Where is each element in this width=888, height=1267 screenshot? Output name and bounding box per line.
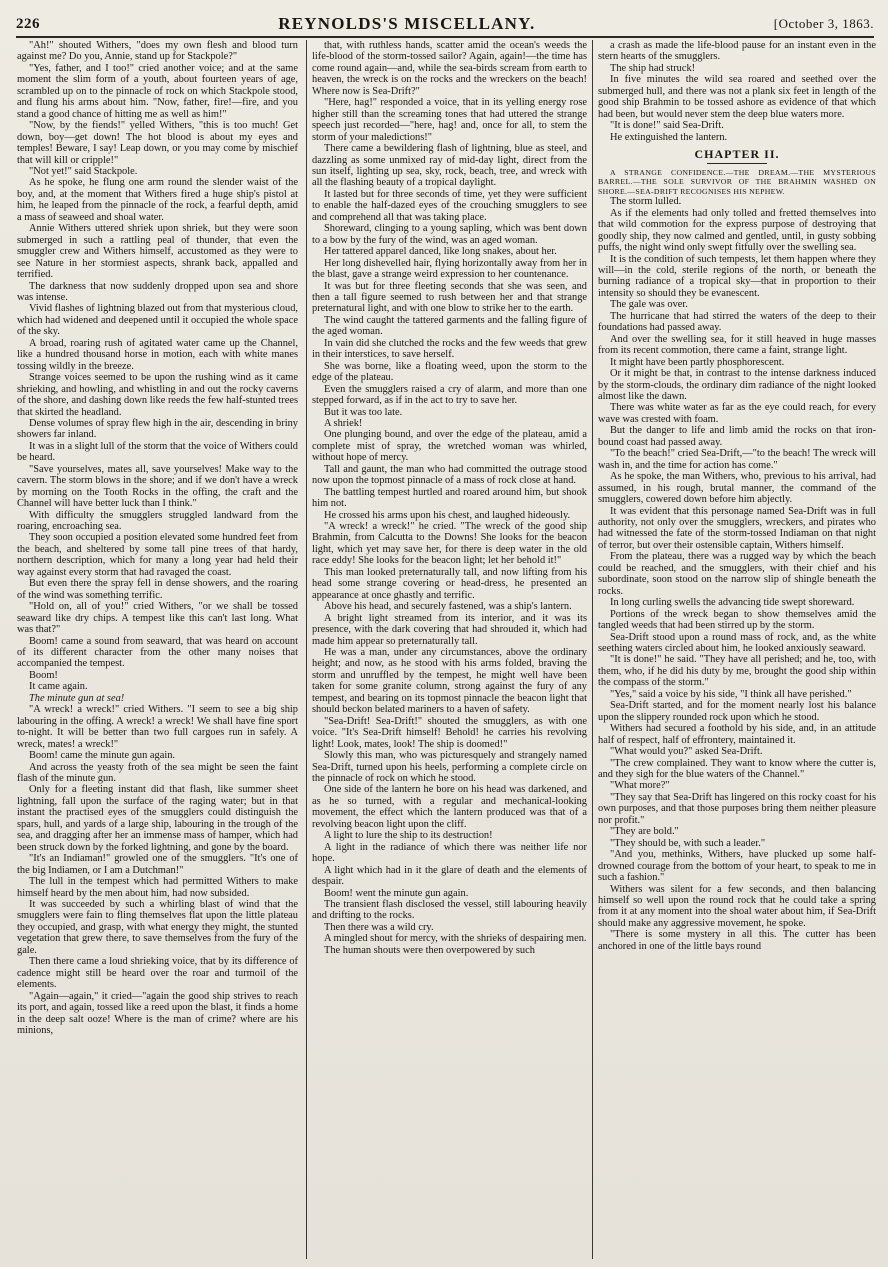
chapter-rule: [707, 163, 767, 164]
paragraph: They soon occupied a position elevated some hundred feet from the beach, and sheltered by some tall pine trees of that hardy, northern description, which for many a long year had held their way against every storm that had ravaged the coast.: [17, 532, 298, 578]
paragraph: Boom! went the minute gun again.: [324, 887, 469, 899]
paragraph: It was in a slight lull of the storm that the voice of Withers could be heard.: [17, 440, 298, 464]
page-number: 226: [16, 15, 40, 32]
paragraph: "Save yourselves, mates all, save yourselves! Make way to the cavern. The storm blows in the shore; and if we don't have a wreck by morning on the Tooth Rocks in the offing, the craft and the Channel will have better luck than I think.": [17, 463, 298, 510]
paragraph: Sea-Drift stood upon a round mass of rock, and, as the white seething waters circled about him, he looked anxiously seaward.: [598, 631, 876, 654]
paragraph: "It is done!" he said. "They have all perished; and he, too, with them, who, if he did his duty by me, brought the good ship within the compass of the storm.": [598, 654, 876, 689]
paragraph: There came a bewildering flash of lightning, blue as steel, and dazzling as some unmixed ray of mid-day light, direct from the sun itself, lighting up sea, sky, rock, beach, tree, and wreck with all the flashing beauty of a tropical daylight.: [312, 143, 587, 189]
paragraph: "What more?": [610, 780, 670, 792]
paragraph: "It's an Indiaman!" growled one of the smugglers. "It's one of the big Indiamen, or I am a Dutchman!": [17, 853, 298, 876]
paragraph: Shoreward, clinging to a young sapling, which was bent down to a bow by the fury of the wind, was an aged woman.: [312, 223, 587, 246]
paragraph: "They say that Sea-Drift has lingered on this rocky coast for his own purposes, and that those purposes bring them neither pleasure nor profit.": [598, 791, 876, 826]
paragraph: It was succeeded by such a whirling blast of wind that the smugglers were fain to fling themselves flat upon the little plateau they occupied, and grasp, with what energy they might, the stunted vegetation that grew there, to save themselves from the fury of the gale.: [17, 898, 298, 956]
paragraph: "A wreck! a wreck!" he cried. "The wreck of the good ship Brahmin, from Calcutta to the Downs! She looks for the beacon light, which yet may save her, for there is deep water in the old race eddy! She looks for the beacon light; let her behold it!": [312, 521, 587, 567]
paragraph: There was white water as far as the eye could reach, for every wave was crested with foam.: [598, 402, 876, 425]
paragraph: The wind caught the tattered garments and the falling figure of the aged woman.: [312, 314, 587, 338]
column-divider-2: [592, 40, 593, 1259]
page-header: [16, 14, 874, 34]
paragraph: The hurricane that had stirred the waters of the deep to their foundations had passed away.: [598, 310, 876, 334]
chapter-title: CHAPTER II.: [694, 147, 780, 162]
paragraph: Boom!: [29, 669, 58, 681]
paragraph: A light which had in it the glare of death and the elements of despair.: [312, 864, 587, 888]
paragraph: As he spoke, the man Withers, who, previous to his arrival, had assumed, in his rough, brutal manner, the command of the smugglers, cowered down before him abjectly.: [598, 471, 876, 506]
paragraph: Tall and gaunt, the man who had committed the outrage stood now upon the topmost pinnacle of a mass of rock close at hand.: [312, 463, 587, 487]
paragraph: With difficulty the smugglers struggled landward from the roaring, encroaching sea.: [17, 509, 298, 533]
paragraph: Only for a fleeting instant did that flash, like summer sheet lightning, fall upon the surface of the raging water; but in that instant the practised eyes of the smugglers could distinguish the spars, hull, and yards of a large ship, labouring in the trough of the sea, and dragging after her an immense mass of hamper, which had been struck down by the forked lightning, and gone by the board.: [17, 784, 298, 853]
paragraph: Then there was a wild cry.: [324, 921, 434, 933]
paragraph: Even the smugglers raised a cry of alarm, and more than one stepped forward, as if in the act to try to save her.: [312, 383, 587, 407]
paragraph: From the plateau, there was a rugged way by which the beach could be reached, and the smugglers, with their chief and his subordinate, soon stood on the narrow slip of shingle beneath the rocks.: [598, 551, 876, 597]
paragraph: "What would you?" asked Sea-Drift.: [610, 746, 763, 758]
paragraph: A bright light streamed from its interior, and it was its presence, with the dark covering that had shrouded it, which had made him appear so preternaturally tall.: [312, 612, 587, 647]
paragraph: "Yes, father, and I too!" cried another voice; and at the same moment the slim form of a youth, about fourteen years of age, scrambled up on to the pinnacle of rock on which Stackpole stood, and flung his arms about him. "Now, father, fire!—fire, and you stand a good chance of hitting me as well as him!": [17, 62, 298, 120]
paragraph: He crossed his arms upon his chest, and laughed hideously.: [324, 509, 571, 521]
paragraph: Boom! came the minute gun again.: [29, 750, 176, 762]
paragraph: It lasted but for three seconds of time, yet they were sufficient to enable the half-dazed eyes of the crouching smugglers to see and comprehend all that was taking place.: [312, 188, 587, 223]
paragraph: Above his head, and securely fastened, was a ship's lantern.: [324, 601, 572, 613]
paragraph: It might have been partly phosphorescent.: [610, 356, 785, 368]
paragraph: The battling tempest hurtled and roared around him, but shook him not.: [312, 486, 587, 510]
column-3: [598, 40, 876, 1259]
paragraph: "It is done!" said Sea-Drift.: [610, 120, 724, 132]
paragraph: Withers was silent for a few seconds, and then balancing himself so well upon the round rock that he could take a spring from it at any moment into the shoal water about him, if Sea-Drift should make any aggressive movement, he spoke.: [598, 883, 876, 929]
paragraph: It came again.: [29, 681, 88, 693]
column-1: [17, 40, 298, 1259]
paragraph: "To the beach!" cried Sea-Drift,—"to the beach! The wreck will wash in, and the time for action has come.": [598, 448, 876, 471]
paragraph: The transient flash disclosed the vessel, still labouring heavily and drifting to the rocks.: [312, 898, 587, 922]
paragraph: She was borne, like a floating weed, upon the storm to the edge of the plateau.: [312, 360, 587, 384]
paragraph: The human shouts were then overpowered by such: [324, 944, 535, 956]
paragraph: But even there the spray fell in dense showers, and the roaring of the wind was something terrific.: [17, 578, 298, 601]
paragraph: This man looked preternaturally tall, and now lifting from his head some strange covering or head-dress, he presented an appearance at once ghastly and terrific.: [312, 566, 587, 601]
column-divider-1: [306, 40, 307, 1259]
issue-date: [October 3, 1863.: [773, 16, 874, 31]
paragraph: Portions of the wreck began to show themselves amid the tangled weeds that had been stirred up by the storm.: [598, 608, 876, 632]
paragraph: Annie Withers uttered shriek upon shriek, but they were soon submerged in such a rattling peal of thunder, that even the smuggler crew and Withers himself, accustomed as they were to see Nature in her stormiest aspects, shrank back, appalled and terrified.: [17, 223, 298, 281]
column-3-body: [598, 196, 876, 952]
paragraph: A shriek!: [324, 417, 363, 429]
paragraph: Vivid flashes of lightning blazed out from that mysterious cloud, which had widened and deepened until it occupied the whole space of the sky.: [17, 303, 298, 338]
paragraph: "A wreck! a wreck!" cried Withers. "I seem to see a big ship labouring in the offing. A wreck! a wreck! We shall have fine sport to-night. It will be better than two full cargoes run in safely. A wreck, mates! a wreck!": [17, 704, 298, 750]
paragraph: In long curling swells the advancing tide swept shoreward.: [610, 597, 855, 609]
paragraph: The darkness that now suddenly dropped upon sea and shore was intense.: [17, 280, 298, 303]
paragraph: that, with ruthless hands, scatter amid the ocean's weeds the life-blood of the storm-tossed sailor? Again, again!—the time has come round again—and, while the sea-birds scream from earth to heaven, the wreck is on the rocks and the wreckers on the beach! Where now is Sea-Drift?": [312, 40, 587, 97]
paragraph: As if the elements had only tolled and fretted themselves into that wild commotion for the express purpose of destroying that goodly ship, they now calmed and gentled, until, in gusty sobbing puffs, the night wind only swept fitfully over the swelling sea.: [598, 207, 876, 254]
publication-title: REYNOLDS'S MISCELLANY.: [278, 14, 536, 33]
paragraph: It is the condition of such tempests, let them happen where they will—in the cold, sterile regions of the north, or beneath the burning radiance of a tropical sky—that in proportion to their intensity so should they be evanescent.: [598, 253, 876, 299]
paragraph: It was but for three fleeting seconds that she was seen, and then a tall figure seemed to rush between her and that strange preternatural light, and with one blow to strike her to the earth.: [312, 280, 587, 315]
paragraph: A light to lure the ship to its destruction!: [324, 830, 493, 842]
paragraph: "Here, hag!" responded a voice, that in its yelling energy rose higher still than the screaming tones that had uttered the strange speech just recorded—"here, hag! and, once for all, to stem the storm of your maledictions!": [312, 97, 587, 143]
paragraph: "Yes," said a voice by his side, "I think all have perished.": [610, 688, 852, 700]
paragraph: A broad, roaring rush of agitated water came up the Channel, like a hundred thousand horse in motion, each with white manes tossing wildly in the breeze.: [17, 337, 298, 372]
paragraph: Then there came a loud shrieking voice, that by its difference of cadence might still be heard over the roar and turmoil of the elements.: [17, 956, 298, 991]
paragraph: "Now, by the fiends!" yelled Withers, "this is too much! Get down, boy—get down! The hot blood is about my eyes and temples! Beware, I say! Leap down, or you may come by mischief that will kill or cripple!": [17, 120, 298, 166]
paragraph: "Again—again," it cried—"again the good ship strives to reach its port, and again, tossed like a reed upon the blast, it finds a home in the deep salt ooze! Where is the man of crime? where are his minions,: [17, 990, 298, 1036]
paragraph: One side of the lantern he bore on his head was darkened, and as he so turned, with a regular and mechanical-looking movement, the effect which the lantern produced was that of a revolving beacon light upon the cliff.: [312, 784, 587, 830]
paragraph: It was evident that this personage named Sea-Drift was in full authority, not only over the smugglers, wreckers, and pirates who had witnessed the fate of the storm-tossed Indiaman on that night of terror, but over their ostensible captain, Withers himself.: [598, 505, 876, 551]
paragraph: The lull in the tempest which had permitted Withers to make himself heard by the men about him, had now subsided.: [17, 876, 298, 899]
paragraph: The ship had struck!: [610, 62, 696, 74]
paragraph: He was a man, under any circumstances, above the ordinary height; and now, as he stood with his arms folded, braving the storm and unruffled by the tempest, he might well have been taken for some granite column, strong against the fury of any tempest, and bearing on its topmost pinnacle the beacon light that should beckon belated mariners to a haven of safety.: [312, 647, 587, 716]
paragraph: Dense volumes of spray flew high in the air, descending in briny showers far inland.: [17, 417, 298, 441]
paragraph: "The crew complained. They want to know where the cutter is, and they sigh for the blue waters of the Channel.": [598, 757, 876, 780]
column-3-top: [598, 40, 876, 143]
paragraph: A light in the radiance of which there was neither life nor hope.: [312, 841, 587, 865]
paragraph: And across the yeasty froth of the sea might be seen the faint flash of the minute gun.: [17, 761, 298, 784]
paragraph: "They are bold.": [610, 826, 679, 838]
paragraph: In vain did she clutched the rocks and the few weeds that grew in their interstices, to save herself.: [312, 337, 587, 361]
column-2: [312, 40, 587, 1259]
paragraph: Withers had secured a foothold by his side, and, in an attitude half of respect, half of effrontery, maintained it.: [598, 723, 876, 746]
paragraph: "There is some mystery in all this. The cutter has been anchored in one of the little bays round: [598, 929, 876, 952]
chapter-summary: A STRANGE CONFIDENCE.—THE DREAM.—THE MYSTERIOUS BARREL.—THE SOLE SURVIVOR OF THE BRAHMIN WASHED ON SHORE.—SEA-DRIFT RECOGNISES HIS NEPHEW.: [598, 167, 876, 196]
paragraph: As he spoke, he flung one arm round the slender waist of the boy, and, at the moment that Withers fired a huge ship's pistol at him, he leaped from the pinnacle of the rock, a fearful depth, amid a mass of seaweed and shoal water.: [17, 177, 298, 223]
paragraph: Strange voices seemed to be upon the rushing wind as it came shrieking, and howling, and whistling in and out the rocky caverns of the shore, and dashing down like reeds the few half-stunted trees that skirted the headland.: [17, 372, 298, 418]
paragraph: The storm lulled.: [610, 196, 682, 208]
paragraph: And over the swelling sea, for it still heaved in huge masses from its recent commotion, there came a faint, strange light.: [598, 333, 876, 357]
paragraph: "Sea-Drift! Sea-Drift!" shouted the smugglers, as with one voice. "It's Sea-Drift himself! Behold! he carries his revolving light! Look, mates, look! The ship is doomed!": [312, 715, 587, 750]
paragraph: But it was too late.: [324, 406, 403, 418]
paragraph: "Ah!" shouted Withers, "does my own flesh and blood turn against me? Do you, Annie, stand up for Stackpole?": [17, 40, 298, 63]
paragraph: But the danger to life and limb amid the rocks on that iron-bound coast had passed away.: [598, 425, 876, 448]
paragraph: "Not yet!" said Stackpole.: [29, 165, 138, 177]
paragraph: "They should be, with such a leader.": [610, 837, 766, 849]
paragraph: Her tattered apparel danced, like long snakes, about her.: [324, 246, 557, 258]
paragraph: Sea-Drift started, and for the moment nearly lost his balance upon the slippery rounded rock upon which he stood.: [598, 700, 876, 723]
paragraph: Slowly this man, who was picturesquely and strangely named Sea-Drift, turned upon his heels, performing a complete circle on the pinnacle of rock on which he stood.: [312, 750, 587, 784]
paragraph: The minute gun at sea!: [29, 692, 125, 704]
paragraph: a crash as made the life-blood pause for an instant even in the stern hearts of the smugglers.: [598, 40, 876, 63]
paragraph: In five minutes the wild sea roared and seethed over the submerged hull, and there was not a plank six feet in length of the good ship Brahmin to be tossed ashore as evidence of that which had been, but would never stem the deep blue waters more.: [598, 74, 876, 120]
paragraph: "And you, methinks, Withers, have plucked up some half-drowned courage from the bottom of your heart, to speak to me in such a fashion.": [598, 849, 876, 884]
paragraph: Or it might be that, in contrast to the intense darkness induced by the storm-clouds, the ordinary dim radiance of the night looked almost like the dawn.: [598, 368, 876, 403]
header-rule: [16, 36, 874, 38]
paragraph: Her long dishevelled hair, flying horizontally away from her in the blast, gave a strange weird expression to her countenance.: [312, 257, 587, 281]
paragraph: One plunging bound, and over the edge of the plateau, amid a complete mist of spray, the wretched woman was whirled, without hope of mercy.: [312, 429, 587, 464]
paragraph: He extinguished the lantern.: [610, 131, 728, 143]
paragraph: Boom! came a sound from seaward, that was heard on account of its different character from the other many noises that accompanied the tempest.: [17, 635, 298, 670]
paragraph: "Hold on, all of you!" cried Withers, "or we shall be tossed seaward like dry chips. A tempest like this can't last long. What was that?": [17, 601, 298, 636]
paragraph: A mingled shout for mercy, with the shrieks of despairing men.: [324, 933, 587, 945]
paragraph: The gale was over.: [610, 299, 688, 311]
